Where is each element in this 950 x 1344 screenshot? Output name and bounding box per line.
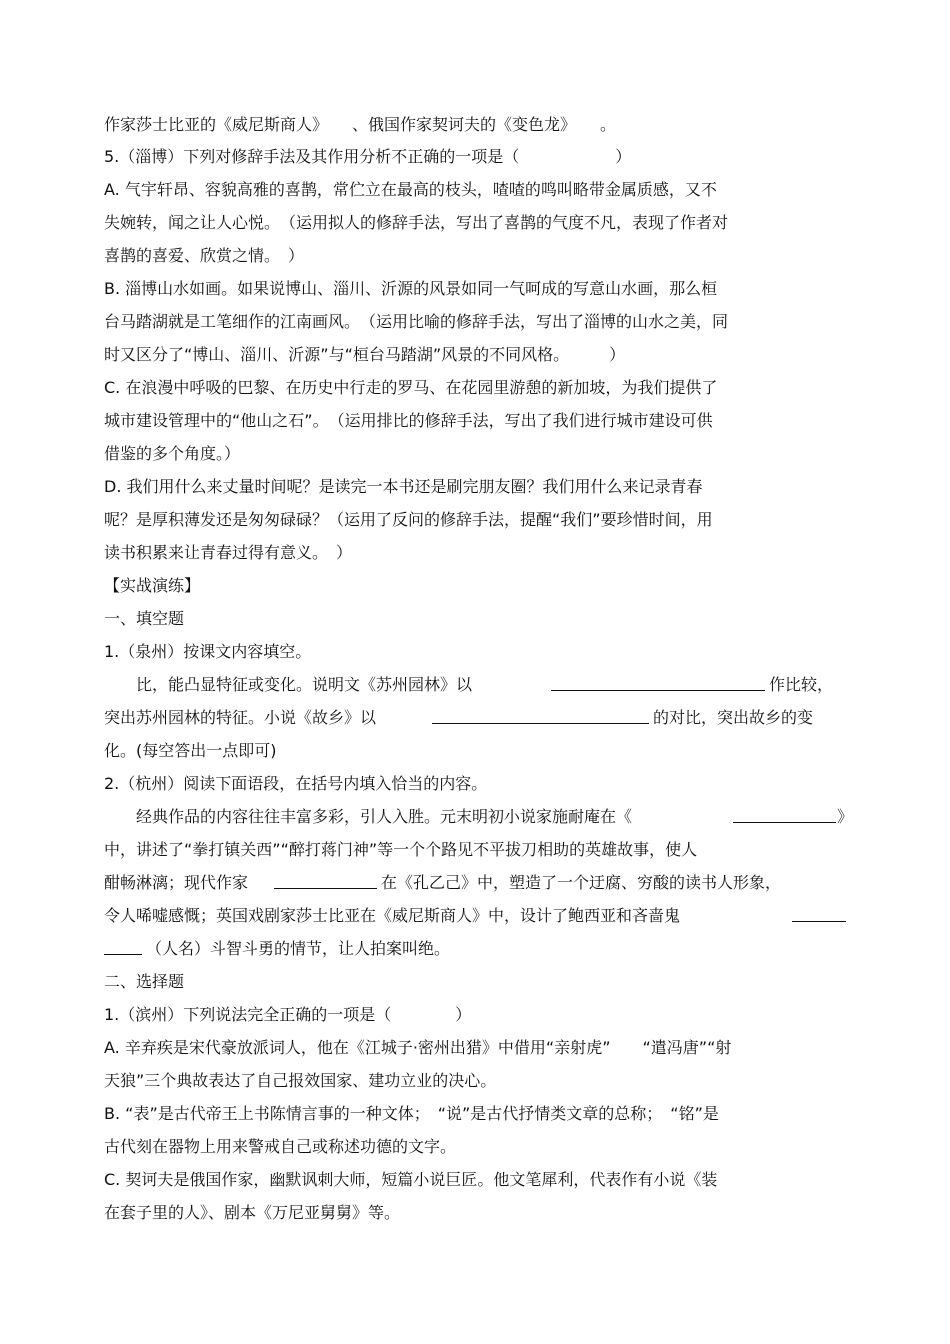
text-line: 城市建设管理中的“他山之石”。 （运用排比的修辞手法，写出了我们进行城市建设可供 [104,411,713,430]
option-b: B. “表”是古代帝王上书陈情言事的一种文体； “说”是古代抒情类文章的总称； “铭”是 [104,1104,719,1123]
text-line: （人名）斗智斗勇的情节，让人拍案叫绝。 [146,939,451,958]
text-line: 时又区分了“博山、淄川、沂源”与“桓台马踏湖”风景的不同风格。 ） [104,345,626,364]
text-line: 酣畅淋漓；现代作家 [104,873,249,892]
text-line: 比，能凸显特征或变化。说明文《苏州园林》以 [104,675,473,694]
section-heading: 一、填空题 [104,609,185,628]
text-line: 中，讲述了“拳打镇关西”“醉打蒋门神”等一个个路见不平拔刀相助的英雄故事，使人 [104,840,698,859]
text-line: 作比较， [769,675,834,694]
text-line: 古代刻在器物上用来警戒自己或称述功德的文字。 [104,1137,457,1156]
text-line: 化。(每空答出一点即可) [104,741,277,760]
section-heading: 【实战演练】 [104,576,201,595]
text-line: 失婉转，闻之让人心悦。 （运用拟人的修辞手法，写出了喜鹊的气度不凡，表现了作者对 [104,213,729,232]
question-stem: 1.（滨州）下列说法完全正确的一项是（ ） [104,1005,472,1024]
text-line: 台马踏湖就是工笔细作的江南画风。 （运用比喻的修辞手法，写出了淄博的山水之美，同 [104,312,729,331]
option-d: D. 我们用什么来丈量时间呢？是读完一本书还是刷完朋友圈？我们用什么来记录青春 [104,477,703,496]
text-line: 》 [837,807,854,826]
text-line: 在套子里的人》、剧本《万尼亚舅舅》等。 [104,1203,401,1222]
option-b: B. 淄博山水如画。如果说博山、淄川、沂源的风景如同一气呵成的写意山水画，那么桓 [104,279,718,298]
text-line: 令人唏嘘感慨；英国戏剧家莎士比亚在《威尼斯商人》中，设计了鲍西亚和吝啬鬼 [104,906,681,925]
text-line: 经典作品的内容往往丰富多彩，引人入胜。元末明初小说家施耐庵在《 [104,807,633,826]
text-line: 呢？是厚积薄发还是匆匆碌碌？（运用了反问的修辞手法，提醒“我们”要珍惜时间，用 [104,510,713,529]
question-5-stem: 5.（淄博）下列对修辞手法及其作用分析不正确的一项是（ ） [104,147,632,166]
answer-blank[interactable] [733,822,836,823]
option-c: C. 契诃夫是俄国作家，幽默讽刺大师，短篇小说巨匠。他文笔犀利，代表作有小说《装 [104,1170,718,1189]
answer-blank[interactable] [274,888,377,889]
question-stem: 2.（杭州）阅读下面语段，在括号内填入恰当的内容。 [104,774,488,793]
answer-blank[interactable] [551,690,765,691]
text-line: 作家莎士比亚的《威尼斯商人》 、俄国作家契诃夫的《变色龙》 。 [104,115,617,134]
text-line: 借鉴的多个角度。） [104,444,241,463]
text-line: 读书积累来让青春过得有意义。 ） [104,543,353,562]
text-line: 突出苏州园林的特征。小说《故乡》以 [104,708,377,727]
text-line: 在《孔乙己》中，塑造了一个迂腐、穷酸的读书人形象， [381,873,782,892]
text-line: 天狼”三个典故表达了自己报效国家、建功立业的决心。 [104,1071,497,1090]
answer-blank[interactable] [792,921,846,922]
option-a: A. 气宇轩昂、容貌高雅的喜鹊，常伫立在最高的枝头，喳喳的鸣叫略带金属质感，又不 [104,180,717,199]
text-line: 喜鹊的喜爱、欣赏之情。 ） [104,246,305,265]
answer-blank[interactable] [104,954,142,955]
question-stem: 1.（泉州）按课文内容填空。 [104,642,312,661]
answer-blank[interactable] [432,723,649,724]
section-heading: 二、选择题 [104,972,185,991]
text-line: 的对比，突出故乡的变 [653,708,814,727]
option-a: A. 辛弃疾是宋代豪放派词人，他在《江城子·密州出猎》中借用“亲射虎” “遣冯唐”“射 [104,1038,732,1057]
option-c: C. 在浪漫中呼吸的巴黎、在历史中行走的罗马、在花园里游憩的新加坡，为我们提供了 [104,378,718,397]
